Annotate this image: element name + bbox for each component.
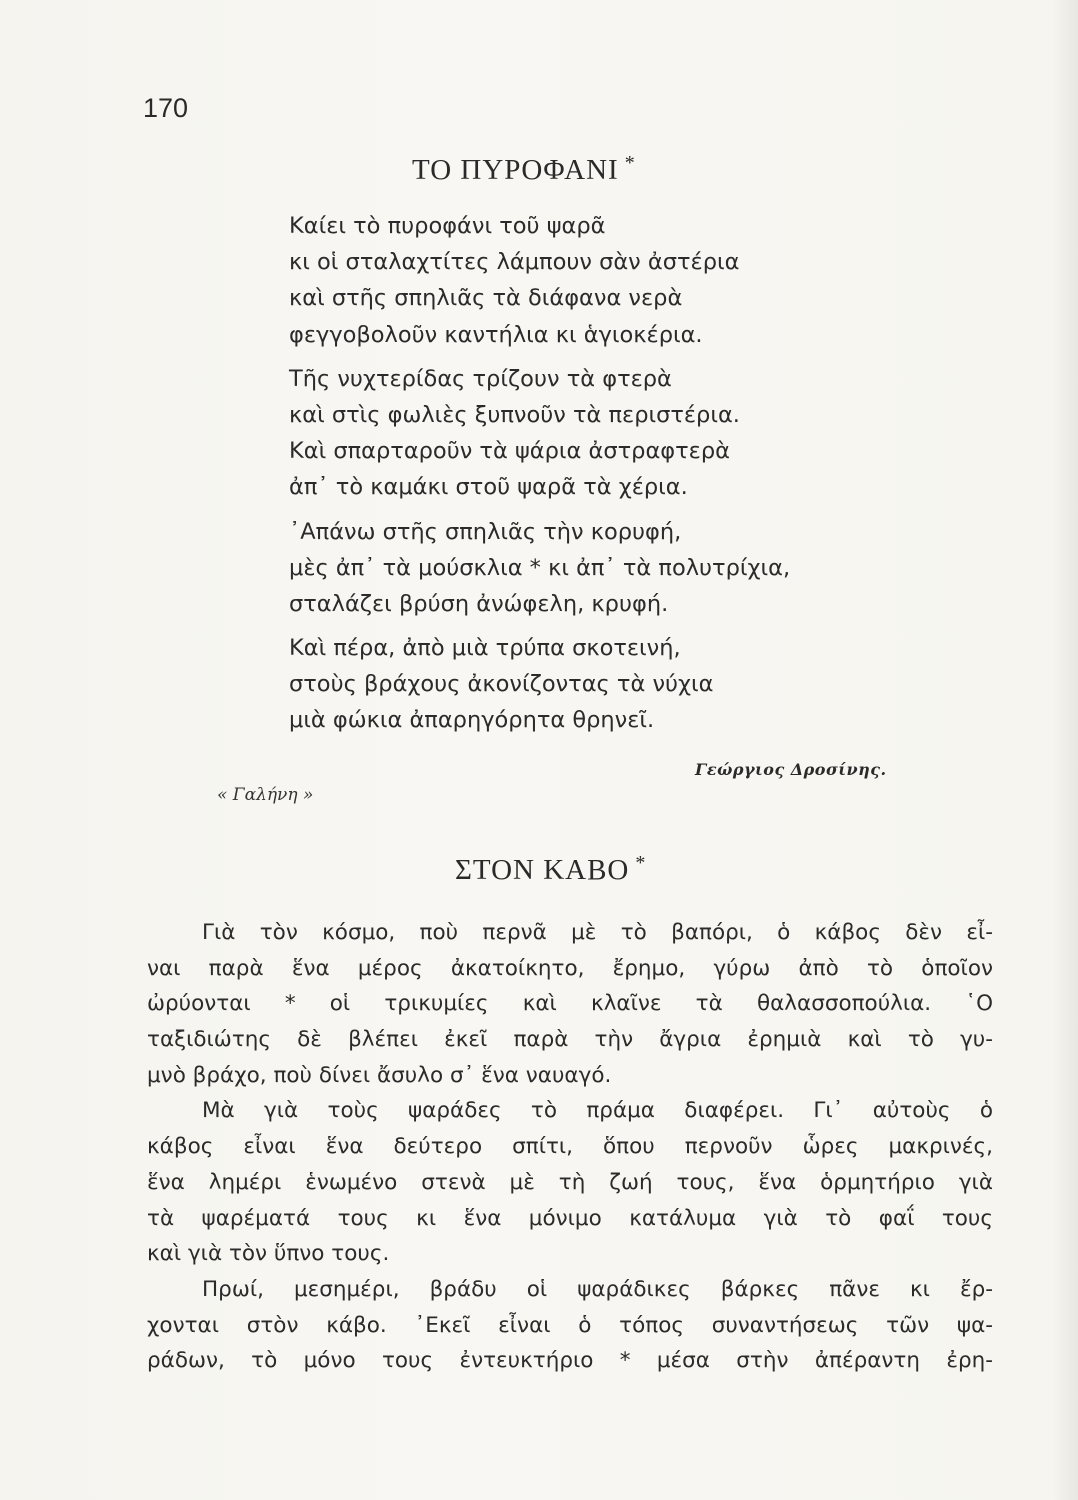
- page-number: 170: [143, 93, 189, 123]
- poem-title-text: ΤΟ ΠΥΡΟΦΑΝΙ: [412, 154, 619, 186]
- verse-line: σταλάζει βρύση ἀνώφελη, κρυφή.: [289, 590, 669, 617]
- stanza-3: [289, 514, 1009, 623]
- verse-line: φεγγοβολοῦν καντήλια κι ἁγιοκέρια.: [289, 321, 703, 348]
- prose-line: κάβος εἶναι ἕνα δεύτερο σπίτι, ὅπου περνοῦν ὧρες μακρινές,: [147, 1134, 993, 1160]
- prose-body: [147, 915, 993, 1379]
- verse-line: Καὶ σπαρταροῦν τὰ ψάρια ἀστραφτερὰ: [289, 438, 730, 465]
- verse-line: Καίει τὸ πυροφάνι τοῦ ψαρᾶ: [289, 213, 606, 239]
- prose-line: χονται στὸν κάβο. ᾿Εκεῖ εἶναι ὁ τόπος συναντήσεως τῶν ψα-: [147, 1312, 993, 1338]
- verse-line: ᾿Απάνω στῆς σπηλιᾶς τὴν κορυφή,: [289, 518, 682, 545]
- spine-shadow: [1052, 0, 1078, 1500]
- prose-line: ταξιδιώτης δὲ βλέπει ἐκεῖ παρὰ τὴν ἄγρια ἐρημιὰ καὶ τὸ γυ-: [147, 1027, 993, 1053]
- verse-line: κι οἱ σταλαχτίτες λάμπουν σὰν ἀστέρια: [289, 249, 740, 276]
- section-title-footnote-mark: *: [635, 852, 647, 874]
- prose-line: Πρωί, μεσημέρι, βράδυ οἱ ψαράδικες βάρκες πᾶνε κι ἔρ-: [202, 1276, 993, 1302]
- prose-line: ναι παρὰ ἕνα μέρος ἀκατοίκητο, ἔρημο, γύρω ἀπὸ τὸ ὁποῖον: [147, 955, 993, 981]
- prose-line: ἕνα λημέρι ἑνωμένο στενὰ μὲ τὴ ζωή τους, ἕνα ὁρμητήριο γιὰ: [147, 1169, 993, 1195]
- verse-line: καὶ στὶς φωλιὲς ξυπνοῦν τὰ περιστέρια.: [289, 401, 740, 428]
- verse-line: καὶ στῆς σπηλιᾶς τὰ διάφανα νερὰ: [289, 285, 683, 312]
- verse-line: Καὶ πέρα, ἀπὸ μιὰ τρύπα σκοτεινή,: [289, 635, 681, 662]
- prose-line: ράδων, τὸ μόνο τους ἐντευκτήριο * μέσα στὴν ἀπέραντη ἐρη-: [147, 1348, 993, 1374]
- stanza-4: [289, 630, 1009, 739]
- section-title-text: ΣΤΟΝ ΚΑΒΟ: [455, 854, 630, 886]
- verse-line: μὲς ἀπ᾽ τὰ μούσκλια * κι ἀπ᾽ τὰ πολυτρίχια,: [289, 554, 791, 581]
- stanza-2: [289, 361, 1009, 506]
- prose-line: Μὰ γιὰ τοὺς ψαράδες τὸ πράμα διαφέρει. Γι᾽ αὐτοὺς ὁ: [202, 1098, 993, 1124]
- poem-body: [289, 208, 1009, 739]
- stanza-1: [289, 208, 1009, 353]
- poem-source: « Γαλήνη »: [217, 785, 314, 805]
- prose-line: μνὸ βράχο, ποὺ δίνει ἄσυλο σ᾽ ἕνα ναυαγό.: [147, 1062, 612, 1088]
- verse-line: μιὰ φώκια ἀπαρηγόρητα θρηνεῖ.: [289, 707, 655, 734]
- poem-title: [412, 152, 636, 187]
- prose-line: τὰ ψαρέματά τους κι ἕνα μόνιμο κατάλυμα γιὰ τὸ φαΐ τους: [147, 1205, 993, 1231]
- verse-line: στοὺς βράχους ἀκονίζοντας τὰ νύχια: [289, 671, 714, 698]
- prose-line: ὠρύονται * οἱ τρικυμίες καὶ κλαῖνε τὰ θαλασσοπούλια. ῾Ο: [147, 991, 993, 1017]
- poem-title-footnote-mark: *: [624, 152, 636, 174]
- section-title: [455, 852, 646, 887]
- prose-line: καὶ γιὰ τὸν ὕπνο τους.: [147, 1241, 390, 1267]
- poem-author: Γεώργιος Δροσίνης.: [695, 760, 887, 779]
- verse-line: ἀπ᾽ τὸ καμάκι στοῦ ψαρᾶ τὰ χέρια.: [289, 474, 688, 501]
- verse-line: Τῆς νυχτερίδας τρίζουν τὰ φτερὰ: [289, 365, 672, 392]
- prose-line: Γιὰ τὸν κόσμο, ποὺ περνᾶ μὲ τὸ βαπόρι, ὁ κάβος δὲν εἶ-: [202, 920, 993, 945]
